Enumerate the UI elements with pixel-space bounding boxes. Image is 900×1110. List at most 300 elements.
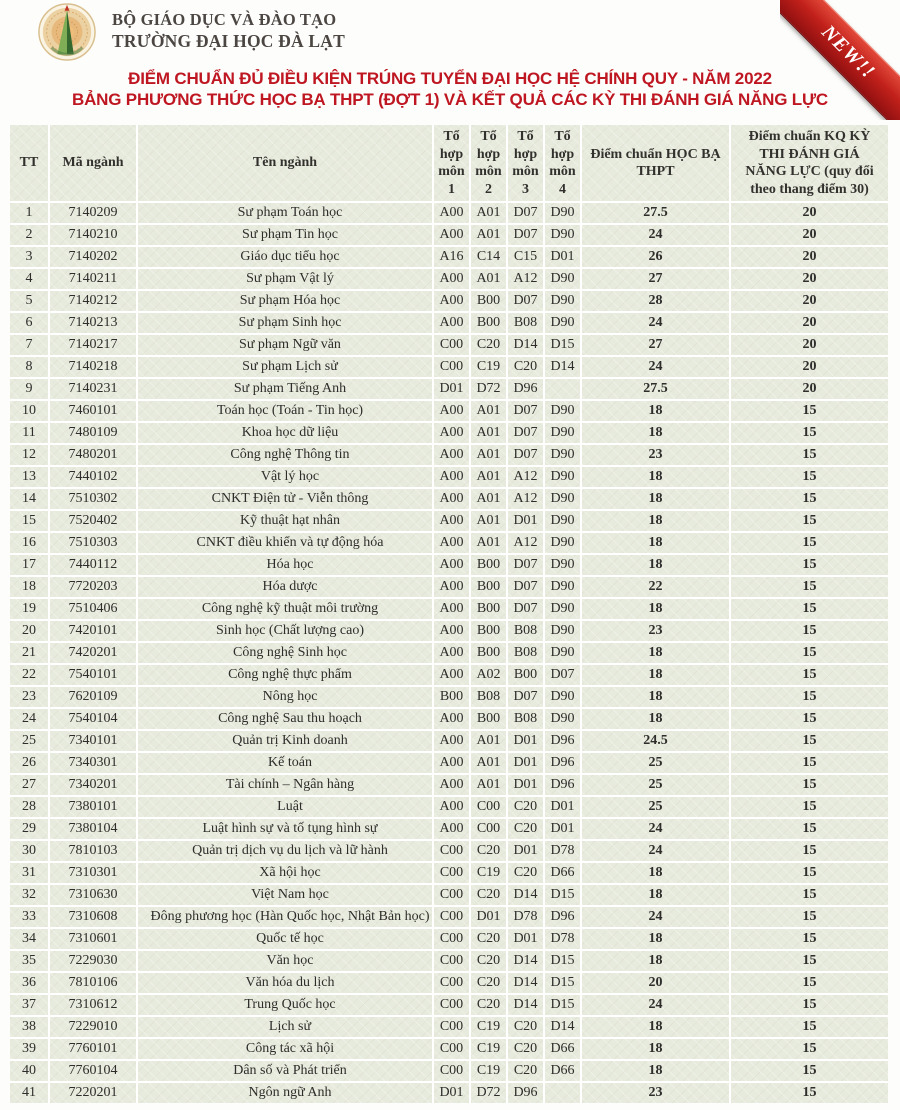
col-code: 7229010: [48, 1015, 136, 1037]
col-combo-1: A00: [432, 487, 469, 509]
col-combo-2: C14: [469, 245, 506, 267]
col-nangluc-score: 15: [729, 421, 888, 443]
col-hocba-score: 18: [580, 949, 729, 971]
col-combo-1: A00: [432, 201, 469, 223]
col-combo-4: D01: [543, 245, 580, 267]
col-combo-3: D14: [506, 971, 543, 993]
col-combo-1: C00: [432, 905, 469, 927]
col-name: Sư phạm Sinh học: [136, 311, 432, 333]
table-row: [10, 223, 888, 245]
col-hocba-score: 18: [580, 707, 729, 729]
col-combo-2: C20: [469, 333, 506, 355]
col-tt: 10: [10, 399, 48, 421]
col-combo-1: C00: [432, 949, 469, 971]
document-header: [0, 0, 900, 125]
table-row: [10, 597, 888, 619]
col-name: Công nghệ thực phẩm: [136, 663, 432, 685]
col-name: Công nghệ Sinh học: [136, 641, 432, 663]
table-row: [10, 883, 888, 905]
col-name: Nông học: [136, 685, 432, 707]
col-combo-2: B00: [469, 553, 506, 575]
table-row: [10, 751, 888, 773]
col-combo-1: A00: [432, 311, 469, 333]
col-code: 7420101: [48, 619, 136, 641]
col-combo-3: C20: [506, 1059, 543, 1081]
col-hocba-score: 18: [580, 487, 729, 509]
table-row: [10, 553, 888, 575]
col-combo-1: A00: [432, 817, 469, 839]
col-tt: 16: [10, 531, 48, 553]
col-tt: 27: [10, 773, 48, 795]
col-hocba-score: 23: [580, 1081, 729, 1103]
col-hocba-score: 18: [580, 1059, 729, 1081]
col-hocba-score: 18: [580, 685, 729, 707]
col-combo-3: D07: [506, 289, 543, 311]
col-hocba-score: 27.5: [580, 377, 729, 399]
col-combo-4: D01: [543, 817, 580, 839]
col-combo-2: B00: [469, 641, 506, 663]
table-row: [10, 993, 888, 1015]
col-name: Sư phạm Lịch sử: [136, 355, 432, 377]
col-combo-1: A00: [432, 597, 469, 619]
col-code: 7380101: [48, 795, 136, 817]
col-code: 7140213: [48, 311, 136, 333]
col-nangluc-score: 15: [729, 1015, 888, 1037]
col-code: 7510303: [48, 531, 136, 553]
col-hocba-score: 18: [580, 641, 729, 663]
col-name: Lịch sử: [136, 1015, 432, 1037]
col-combo-3: D01: [506, 729, 543, 751]
col-hocba-score: 18: [580, 663, 729, 685]
col-nangluc-score: 15: [729, 751, 888, 773]
col-hocba-score: 24.5: [580, 729, 729, 751]
col-combo-1: A00: [432, 509, 469, 531]
col-code: 7229030: [48, 949, 136, 971]
col-nangluc-score: 15: [729, 575, 888, 597]
col-combo-4: D90: [543, 223, 580, 245]
col-tt: 41: [10, 1081, 48, 1103]
col-hocba-score: 26: [580, 245, 729, 267]
table-row: [10, 245, 888, 267]
col-name: Quốc tế học: [136, 927, 432, 949]
col-combo-1: A00: [432, 421, 469, 443]
col-combo-4: D90: [543, 575, 580, 597]
table-row: [10, 1015, 888, 1037]
col-name: Khoa học dữ liệu: [136, 421, 432, 443]
col-hocba-score: 18: [580, 597, 729, 619]
col-tt: 38: [10, 1015, 48, 1037]
col-nangluc-score: 15: [729, 707, 888, 729]
col-combo-1: A00: [432, 289, 469, 311]
col-combo-1: C00: [432, 1037, 469, 1059]
col-code: 7140231: [48, 377, 136, 399]
col-combo-1: A00: [432, 729, 469, 751]
table-row: [10, 641, 888, 663]
table-row: [10, 311, 888, 333]
col-combo-2: C20: [469, 949, 506, 971]
col-combo-3: D01: [506, 509, 543, 531]
col-nangluc-score: 15: [729, 993, 888, 1015]
col-name: Toán học (Toán - Tin học): [136, 399, 432, 421]
col-combo-3: D14: [506, 949, 543, 971]
col-combo-2: B00: [469, 289, 506, 311]
col-name: Giáo dục tiểu học: [136, 245, 432, 267]
col-combo-2: C19: [469, 861, 506, 883]
col-combo-2: B08: [469, 685, 506, 707]
col-nangluc-score: 15: [729, 773, 888, 795]
col-combo-2: C20: [469, 883, 506, 905]
col-nangluc-score: 15: [729, 971, 888, 993]
document-title: [20, 68, 880, 110]
table-row: [10, 465, 888, 487]
col-name: Đông phương học (Hàn Quốc học, Nhật Bản học): [136, 905, 432, 927]
col-tt: 30: [10, 839, 48, 861]
col-combo-3: D14: [506, 333, 543, 355]
col-combo-1: B00: [432, 685, 469, 707]
col-combo-3: D07: [506, 685, 543, 707]
table-row: [10, 773, 888, 795]
col-nangluc-score: 15: [729, 905, 888, 927]
col-code: 7140212: [48, 289, 136, 311]
col-combo-4: D90: [543, 421, 580, 443]
table-row: [10, 817, 888, 839]
col-nangluc-score: 15: [729, 927, 888, 949]
col-combo-2: C20: [469, 927, 506, 949]
table-row: [10, 707, 888, 729]
col-combo-2: A01: [469, 443, 506, 465]
col-name: Sinh học (Chất lượng cao): [136, 619, 432, 641]
col-combo-3: A12: [506, 531, 543, 553]
col-combo-1: C00: [432, 971, 469, 993]
table-header-row: [10, 125, 888, 201]
table-row: [10, 839, 888, 861]
col-combo-4: D15: [543, 333, 580, 355]
col-hocba-score: 23: [580, 443, 729, 465]
col-name: CNKT Điện tử - Viễn thông: [136, 487, 432, 509]
table-row: [10, 421, 888, 443]
col-name: Sư phạm Ngữ văn: [136, 333, 432, 355]
col-combo-3: D78: [506, 905, 543, 927]
col-combo-2: B00: [469, 597, 506, 619]
col-combo-1: C00: [432, 333, 469, 355]
col-combo-1: A00: [432, 553, 469, 575]
new-ribbon: [780, 0, 900, 120]
col-combo-4: D90: [543, 597, 580, 619]
col-code: 7810106: [48, 971, 136, 993]
col-code: 7140217: [48, 333, 136, 355]
col-nangluc-score: 15: [729, 465, 888, 487]
col-tt: 22: [10, 663, 48, 685]
col-combo-1: D01: [432, 377, 469, 399]
col-header-combo-1: Tổ hợp môn 1: [432, 125, 469, 201]
col-combo-4: D90: [543, 641, 580, 663]
col-hocba-score: 24: [580, 355, 729, 377]
col-name: Công tác xã hội: [136, 1037, 432, 1059]
col-hocba-score: 27: [580, 267, 729, 289]
col-nangluc-score: 20: [729, 377, 888, 399]
col-combo-4: D90: [543, 465, 580, 487]
col-code: 7140209: [48, 201, 136, 223]
col-name: Công nghệ Sau thu hoạch: [136, 707, 432, 729]
col-hocba-score: 18: [580, 927, 729, 949]
col-code: 7510302: [48, 487, 136, 509]
col-hocba-score: 24: [580, 223, 729, 245]
col-tt: 12: [10, 443, 48, 465]
ministry-name: BỘ GIÁO DỤC VÀ ĐÀO TẠO: [112, 10, 337, 29]
col-nangluc-score: 15: [729, 795, 888, 817]
col-combo-3: B08: [506, 311, 543, 333]
col-name: Vật lý học: [136, 465, 432, 487]
col-combo-1: A00: [432, 795, 469, 817]
col-header-combo-2: Tổ hợp môn 2: [469, 125, 506, 201]
table-row: [10, 575, 888, 597]
col-name: Kế toán: [136, 751, 432, 773]
table-row: [10, 663, 888, 685]
col-combo-3: B08: [506, 619, 543, 641]
col-hocba-score: 18: [580, 421, 729, 443]
col-name: Sư phạm Vật lý: [136, 267, 432, 289]
table-header: [10, 125, 888, 201]
col-combo-1: C00: [432, 839, 469, 861]
col-nangluc-score: 15: [729, 949, 888, 971]
col-combo-4: D90: [543, 399, 580, 421]
col-nangluc-score: 20: [729, 201, 888, 223]
col-combo-1: A00: [432, 641, 469, 663]
col-combo-4: [543, 1081, 580, 1103]
col-combo-4: D96: [543, 729, 580, 751]
col-code: 7220201: [48, 1081, 136, 1103]
col-tt: 7: [10, 333, 48, 355]
table-row: [10, 795, 888, 817]
col-name: Hóa học: [136, 553, 432, 575]
col-code: 7310608: [48, 905, 136, 927]
col-nangluc-score: 15: [729, 729, 888, 751]
col-combo-2: C19: [469, 1037, 506, 1059]
col-combo-2: A01: [469, 509, 506, 531]
new-ribbon-band: [780, 0, 900, 120]
col-combo-4: D90: [543, 553, 580, 575]
col-hocba-score: 25: [580, 773, 729, 795]
col-combo-2: C00: [469, 817, 506, 839]
col-code: 7810103: [48, 839, 136, 861]
col-combo-1: A00: [432, 531, 469, 553]
col-hocba-score: 25: [580, 751, 729, 773]
col-tt: 3: [10, 245, 48, 267]
col-combo-1: C00: [432, 1015, 469, 1037]
table-row: [10, 509, 888, 531]
col-combo-4: D15: [543, 993, 580, 1015]
table-row: [10, 355, 888, 377]
col-combo-3: C20: [506, 1015, 543, 1037]
table-row: [10, 201, 888, 223]
col-combo-3: C20: [506, 355, 543, 377]
col-nangluc-score: 20: [729, 333, 888, 355]
table-row: [10, 619, 888, 641]
col-combo-2: B00: [469, 311, 506, 333]
col-combo-4: D66: [543, 861, 580, 883]
col-combo-4: D96: [543, 773, 580, 795]
col-combo-4: [543, 377, 580, 399]
col-hocba-score: 28: [580, 289, 729, 311]
col-combo-4: D96: [543, 905, 580, 927]
col-nangluc-score: 15: [729, 1059, 888, 1081]
col-name: Sư phạm Hóa học: [136, 289, 432, 311]
col-combo-2: B00: [469, 619, 506, 641]
col-code: 7310630: [48, 883, 136, 905]
col-combo-4: D01: [543, 795, 580, 817]
col-combo-2: A01: [469, 465, 506, 487]
col-combo-4: D90: [543, 619, 580, 641]
col-combo-3: C20: [506, 861, 543, 883]
col-combo-4: D90: [543, 443, 580, 465]
col-name: Tài chính – Ngân hàng: [136, 773, 432, 795]
col-combo-2: A01: [469, 751, 506, 773]
col-combo-1: C00: [432, 861, 469, 883]
col-tt: 15: [10, 509, 48, 531]
col-combo-2: C00: [469, 795, 506, 817]
col-tt: 2: [10, 223, 48, 245]
table-row: [10, 927, 888, 949]
col-code: 7340301: [48, 751, 136, 773]
col-combo-3: A12: [506, 267, 543, 289]
col-combo-3: D07: [506, 201, 543, 223]
col-tt: 19: [10, 597, 48, 619]
col-tt: 5: [10, 289, 48, 311]
col-combo-2: D72: [469, 1081, 506, 1103]
col-name: Luật hình sự và tố tụng hình sự: [136, 817, 432, 839]
col-combo-1: A00: [432, 443, 469, 465]
col-combo-4: D78: [543, 839, 580, 861]
col-combo-2: A01: [469, 223, 506, 245]
university-name: TRƯỜNG ĐẠI HỌC ĐÀ LẠT: [112, 30, 346, 51]
col-code: 7480109: [48, 421, 136, 443]
col-name: CNKT điều khiển và tự động hóa: [136, 531, 432, 553]
col-header-hocba: Điểm chuẩn HỌC BẠ THPT: [580, 125, 729, 201]
col-code: 7340201: [48, 773, 136, 795]
col-combo-4: D14: [543, 355, 580, 377]
col-combo-4: D90: [543, 267, 580, 289]
col-combo-2: C20: [469, 839, 506, 861]
col-tt: 8: [10, 355, 48, 377]
title-line-1: ĐIỂM CHUẨN ĐỦ ĐIỀU KIỆN TRÚNG TUYỂN ĐẠI HỌC HỆ CHÍNH QUY - NĂM 2022: [128, 69, 772, 88]
col-hocba-score: 27: [580, 333, 729, 355]
col-tt: 40: [10, 1059, 48, 1081]
col-combo-2: C20: [469, 993, 506, 1015]
col-hocba-score: 25: [580, 795, 729, 817]
col-tt: 13: [10, 465, 48, 487]
col-combo-4: D90: [543, 487, 580, 509]
table-row: [10, 267, 888, 289]
col-nangluc-score: 20: [729, 289, 888, 311]
col-nangluc-score: 15: [729, 619, 888, 641]
table-row: [10, 531, 888, 553]
col-code: 7140211: [48, 267, 136, 289]
admission-scores-table: [10, 125, 888, 1103]
col-combo-1: D01: [432, 1081, 469, 1103]
table-row: [10, 333, 888, 355]
col-nangluc-score: 15: [729, 685, 888, 707]
table-row: [10, 1059, 888, 1081]
col-hocba-score: 18: [580, 861, 729, 883]
col-combo-1: A00: [432, 465, 469, 487]
col-code: 7310612: [48, 993, 136, 1015]
col-code: 7760104: [48, 1059, 136, 1081]
col-combo-4: D15: [543, 949, 580, 971]
col-header-tt: TT: [19, 155, 39, 171]
col-hocba-score: 18: [580, 509, 729, 531]
col-combo-1: A00: [432, 707, 469, 729]
col-tt: 39: [10, 1037, 48, 1059]
col-combo-3: C20: [506, 1037, 543, 1059]
table-row: [10, 1037, 888, 1059]
col-tt: 28: [10, 795, 48, 817]
col-combo-3: D07: [506, 399, 543, 421]
col-combo-1: A00: [432, 663, 469, 685]
col-tt: 1: [10, 201, 48, 223]
col-name: Quản trị dịch vụ du lịch và lữ hành: [136, 839, 432, 861]
col-hocba-score: 24: [580, 905, 729, 927]
col-combo-2: A01: [469, 201, 506, 223]
table-row: [10, 289, 888, 311]
col-combo-3: D07: [506, 597, 543, 619]
col-nangluc-score: 15: [729, 641, 888, 663]
col-code: 7620109: [48, 685, 136, 707]
col-code: 7420201: [48, 641, 136, 663]
col-name: Việt Nam học: [136, 883, 432, 905]
col-combo-3: B08: [506, 641, 543, 663]
col-combo-2: A01: [469, 729, 506, 751]
col-combo-1: A00: [432, 575, 469, 597]
col-code: 7510406: [48, 597, 136, 619]
table-row: [10, 861, 888, 883]
col-combo-3: D07: [506, 421, 543, 443]
col-name: Dân số và Phát triển: [136, 1059, 432, 1081]
new-ribbon-label: NEW!!: [817, 20, 880, 84]
title-line-2: BẢNG PHƯƠNG THỨC HỌC BẠ THPT (ĐỢT 1) VÀ KẾT QUẢ CÁC KỲ THI ĐÁNH GIÁ NĂNG LỰC: [72, 90, 828, 109]
table-row: [10, 729, 888, 751]
col-combo-2: B00: [469, 707, 506, 729]
col-code: 7440112: [48, 553, 136, 575]
col-tt: 18: [10, 575, 48, 597]
col-hocba-score: 24: [580, 839, 729, 861]
col-combo-3: C15: [506, 245, 543, 267]
col-combo-3: D07: [506, 553, 543, 575]
col-tt: 17: [10, 553, 48, 575]
col-combo-2: D72: [469, 377, 506, 399]
col-tt: 25: [10, 729, 48, 751]
col-code: 7380104: [48, 817, 136, 839]
col-nangluc-score: 20: [729, 311, 888, 333]
col-hocba-score: 18: [580, 553, 729, 575]
table-row: [10, 1081, 888, 1103]
col-name: Công nghệ kỹ thuật môi trường: [136, 597, 432, 619]
organization-block: [112, 10, 345, 53]
col-combo-1: C00: [432, 993, 469, 1015]
col-combo-4: D90: [543, 707, 580, 729]
col-combo-3: D96: [506, 1081, 543, 1103]
col-combo-4: D96: [543, 751, 580, 773]
col-combo-3: D07: [506, 575, 543, 597]
col-combo-4: D15: [543, 883, 580, 905]
col-name: Sư phạm Toán học: [136, 201, 432, 223]
col-hocba-score: 20: [580, 971, 729, 993]
table-row: [10, 971, 888, 993]
col-combo-4: D14: [543, 1015, 580, 1037]
col-tt: 14: [10, 487, 48, 509]
col-name: Luật: [136, 795, 432, 817]
col-combo-4: D90: [543, 289, 580, 311]
col-combo-2: C20: [469, 971, 506, 993]
